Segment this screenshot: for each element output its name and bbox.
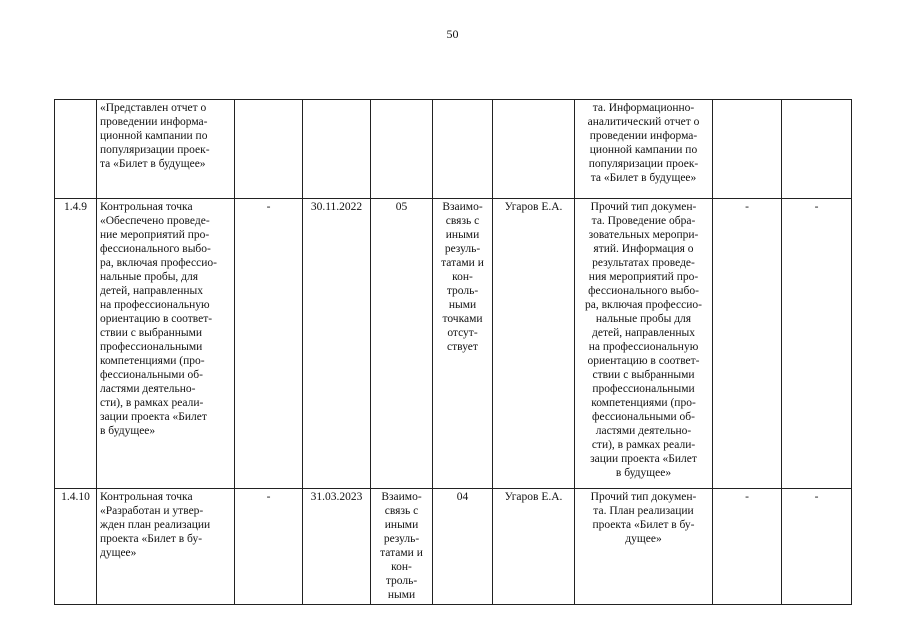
row-extra-2: [782, 100, 852, 199]
row-description: Контрольная точка «Обеспечено проведе- ние мероприятий про- фессионального выбо- ра, включая профессио- нальные пробы, для детей, направленных на профессиональную ориентацию в соответ- ствии с выбранными профессиональными компетенциями (про- фессиональными об- ластями деятельно- сти), в рамках реали- зации проекта «Билет в будущее»: [97, 199, 235, 489]
row-description: Контрольная точка «Разработан и утвер- жден план реализации проекта «Билет в бу- дущее»: [97, 489, 235, 605]
row-number: 1.4.9: [55, 199, 97, 489]
row-level: 05: [371, 199, 433, 489]
row-extra-1: -: [713, 489, 782, 605]
row-document: Прочий тип докумен- та. План реализации проекта «Билет в бу- дущее»: [575, 489, 713, 605]
row-date: 30.11.2022: [303, 199, 371, 489]
row-prev-date: [235, 100, 303, 199]
row-responsible: Угаров Е.А.: [493, 199, 575, 489]
row-extra-2: -: [782, 199, 852, 489]
row-date: [303, 100, 371, 199]
row-responsible: [493, 100, 575, 199]
row-document: та. Информационно- аналитический отчет о проведении информа- ционной кампании по популяризации проек- та «Билет в будущее»: [575, 100, 713, 199]
table-row: [55, 489, 852, 605]
row-description: «Представлен отчет о проведении информа- ционной кампании по популяризации проек- та «Билет в будущее»: [97, 100, 235, 199]
row-prev-date: -: [235, 489, 303, 605]
row-document: Прочий тип докумен- та. Проведение обра- зовательных меропри- ятий. Информация о результатах проведе- ния мероприятий про- фессионального выбо- ра, включая профессио- нальные пробы для детей, направленных на профессиональную ориентацию в соответ- ствии с выбранными профессиональными компетенциями (про- фессиональными об- ластями деятельно- сти), в рамках реали- зации проекта «Билет в будущее»: [575, 199, 713, 489]
row-links: 04: [433, 489, 493, 605]
row-responsible: Угаров Е.А.: [493, 489, 575, 605]
row-extra-1: [713, 100, 782, 199]
row-links: Взаимо- связь с иными резуль- татами и кон- троль- ными точками отсут- ствует: [433, 199, 493, 489]
row-number: 1.4.10: [55, 489, 97, 605]
table-row: [55, 199, 852, 489]
row-number: [55, 100, 97, 199]
row-prev-date: -: [235, 199, 303, 489]
row-links: [433, 100, 493, 199]
row-level: Взаимо- связь с иными резуль- татами и кон- троль- ными: [371, 489, 433, 605]
page-number: 50: [446, 27, 459, 41]
row-extra-2: -: [782, 489, 852, 605]
table-row: [55, 100, 852, 199]
control-points-table: [54, 99, 852, 605]
row-date: 31.03.2023: [303, 489, 371, 605]
row-level: [371, 100, 433, 199]
row-extra-1: -: [713, 199, 782, 489]
